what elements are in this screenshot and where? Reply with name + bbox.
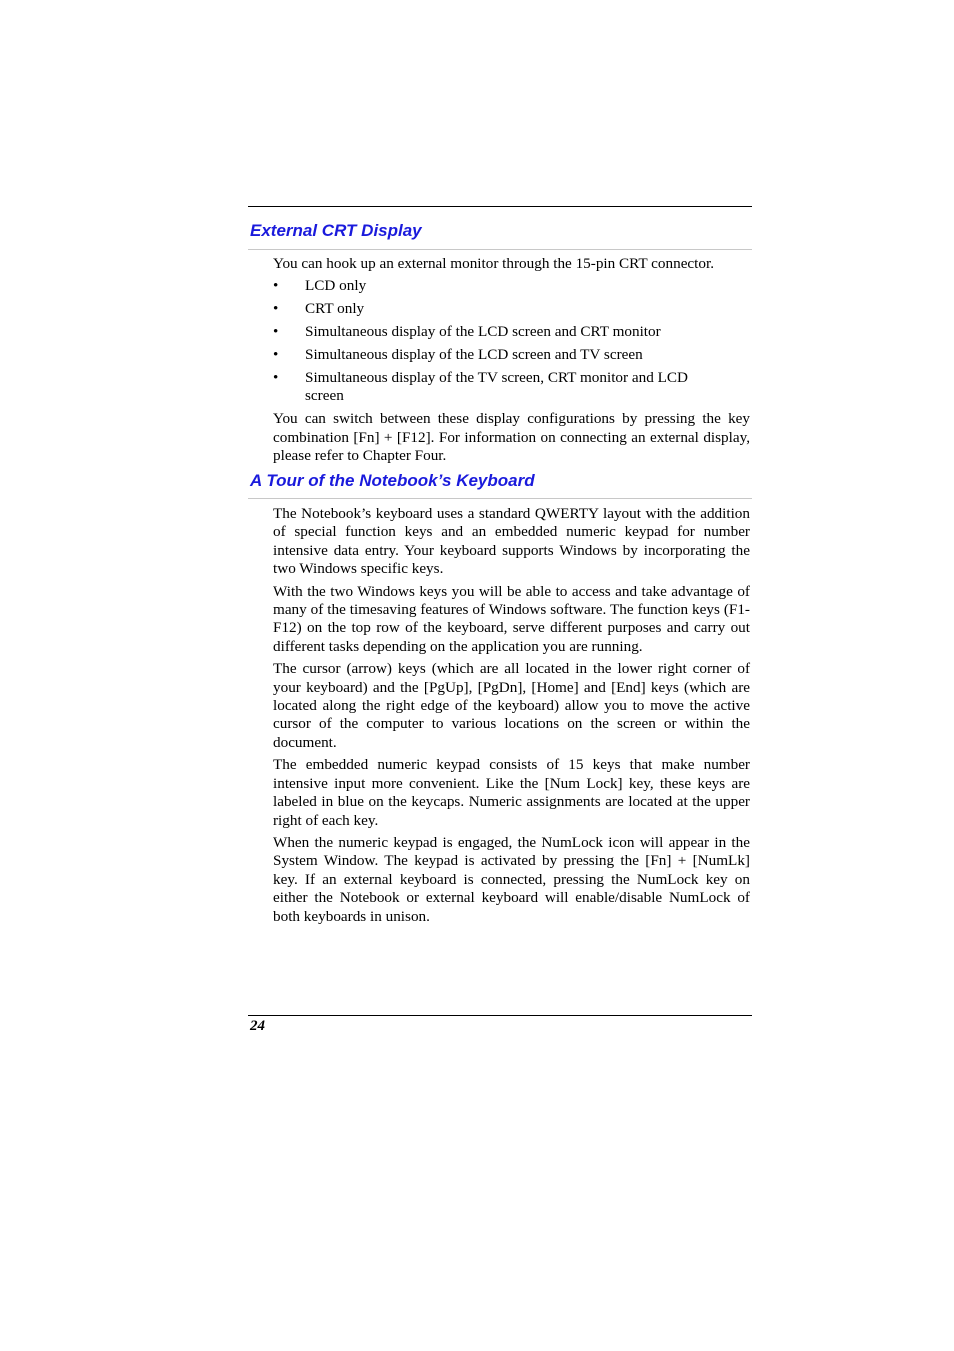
paragraph: The embedded numeric keypad consists of 15 keys that make number intensive input more convenient. Like the [Num Lock] key, these keys are labeled in blue on the keycaps. Numeric assignments are located at the upper right of each key. [273, 756, 750, 829]
section-body-keyboard-tour [273, 505, 750, 930]
heading-underline [248, 249, 752, 250]
header-rule [248, 206, 752, 207]
bullet-icon: • [273, 300, 279, 318]
paragraph: The cursor (arrow) keys (which are all located in the lower right corner of your keyboard) and the [PgUp], [PgDn], [Home] and [End] keys (which are located along the right edge of the keyboard) allow you to move the active cursor of the computer to various locations on the screen or within the document. [273, 660, 750, 751]
bullet-icon: • [273, 369, 279, 387]
bullet-icon: • [273, 323, 279, 341]
list-item: • CRT only [273, 300, 365, 318]
display-mode-list [273, 277, 750, 405]
paragraph: The Notebook’s keyboard uses a standard QWERTY layout with the addition of special function keys and an embedded numeric keypad for number intensive data entry. Your keyboard supports Windows by incorporating the two Windows specific keys. [273, 505, 750, 578]
bullet-icon: • [273, 277, 279, 295]
paragraph: When the numeric keypad is engaged, the NumLock icon will appear in the System Window. The keypad is activated by pressing the [Fn] + [NumLk] key. If an external keyboard is connected, pressing the NumLock key on either the Notebook or external keyboard will enable/disable NumLock of both keyboards in unison. [273, 833, 750, 925]
section-body-external-crt [273, 255, 750, 470]
section-heading-external-crt: External CRT Display [250, 221, 422, 240]
heading-underline [248, 498, 752, 499]
paragraph: With the two Windows keys you will be able to access and take advantage of many of the timesaving features of Windows software. The function keys (F1-F12) on the top row of the keyboard, serve different purposes and carry out different tasks depending on the application you are running. [273, 582, 750, 655]
footer-rule [248, 1015, 752, 1016]
list-item: • Simultaneous display of the LCD screen and TV screen [273, 346, 643, 364]
list-item: • Simultaneous display of the LCD screen and CRT monitor [273, 323, 661, 341]
section-heading-keyboard-tour: A Tour of the Notebook’s Keyboard [250, 471, 535, 490]
list-item: • LCD only [273, 277, 367, 295]
page-number: 24 [250, 1018, 265, 1034]
list-item: • Simultaneous display of the TV screen, CRT monitor and LCD screen [273, 369, 688, 405]
intro-paragraph: You can hook up an external monitor through the 15-pin CRT connector. [273, 255, 715, 272]
outro-paragraph: You can switch between these display configurations by pressing the key combination [Fn] + [F12]. For information on connecting an external display, please refer to Chapter Four. [273, 410, 750, 465]
bullet-icon: • [273, 346, 279, 364]
